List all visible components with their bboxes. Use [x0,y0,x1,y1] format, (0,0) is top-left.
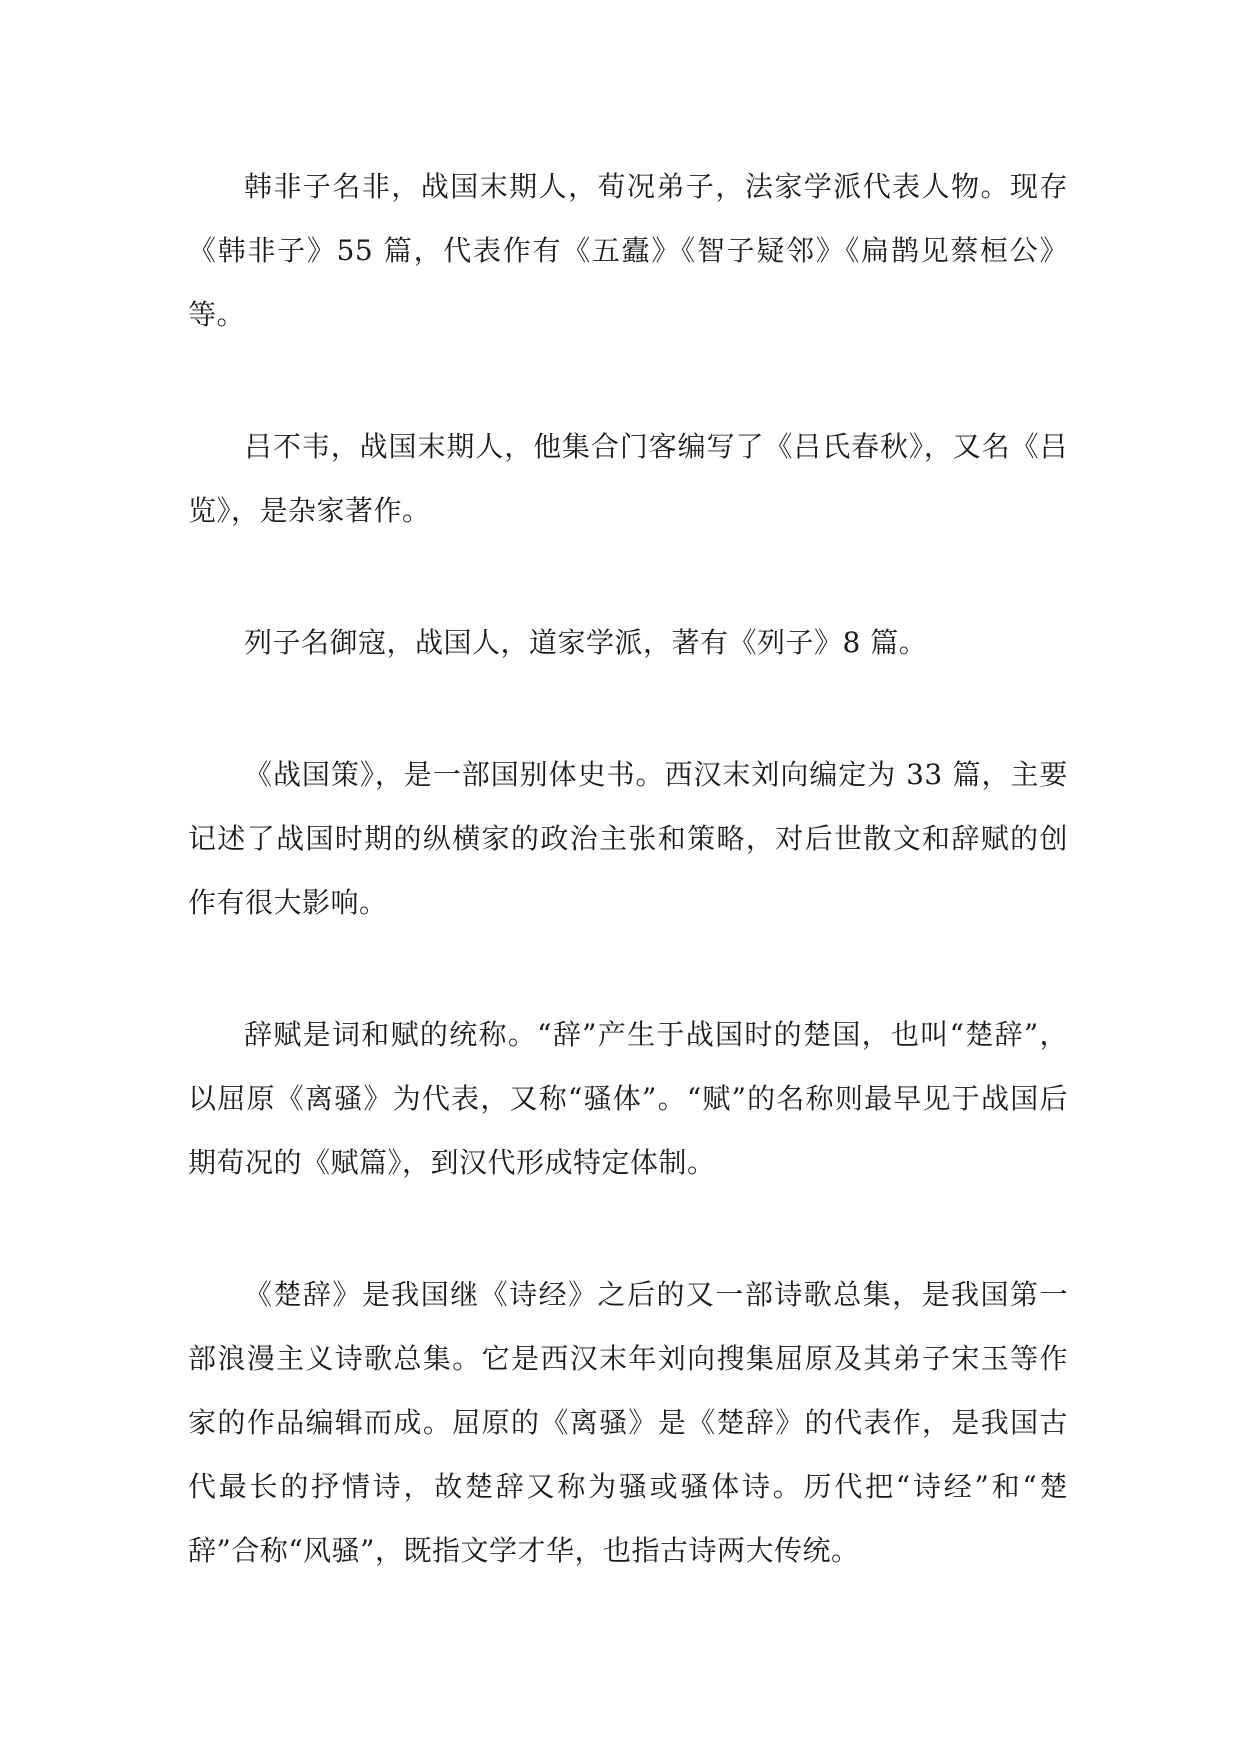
paragraph-gap [188,1195,1068,1263]
paragraph-gap [188,675,1068,743]
document-body [188,155,1068,1583]
paragraph-liezi: 列子名御寇，战国人，道家学派，著有《列子》8 篇。 [244,626,928,659]
paragraph-zhanguoce: 《战国策》，是一部国别体史书。西汉末刘向编定为 33 篇，主要记述了战国时期的纵横家的政治主张和策略，对后世散文和辞赋的创作有很大影响。 [188,758,1068,919]
paragraph-gap [188,347,1068,415]
paragraph-lu-buwei: 吕不韦，战国末期人，他集合门客编写了《吕氏春秋》，又名《吕览》，是杂家著作。 [188,430,1068,527]
paragraph-han-feizi: 韩非子名非，战国末期人，荀况弟子，法家学派代表人物。现存《韩非子》55 篇，代表作有《五蠹》《智子疑邻》《扁鹊见蔡桓公》等。 [188,170,1068,331]
paragraph-gap [188,935,1068,1003]
paragraph-cifu: 辞赋是词和赋的统称。“辞”产生于战国时的楚国，也叫“楚辞”，以屈原《离骚》为代表，又称“骚体”。“赋”的名称则最早见于战国后期荀况的《赋篇》，到汉代形成特定体制。 [188,1018,1068,1179]
paragraph-gap [188,543,1068,611]
paragraph-chuci: 《楚辞》是我国继《诗经》之后的又一部诗歌总集，是我国第一部浪漫主义诗歌总集。它是西汉末年刘向搜集屈原及其弟子宋玉等作家的作品编辑而成。屈原的《离骚》是《楚辞》的代表作，是我国古代最长的抒情诗，故楚辞又称为骚或骚体诗。历代把“诗经”和“楚辞”合称“风骚”，既指文学才华，也指古诗两大传统。 [188,1278,1068,1567]
